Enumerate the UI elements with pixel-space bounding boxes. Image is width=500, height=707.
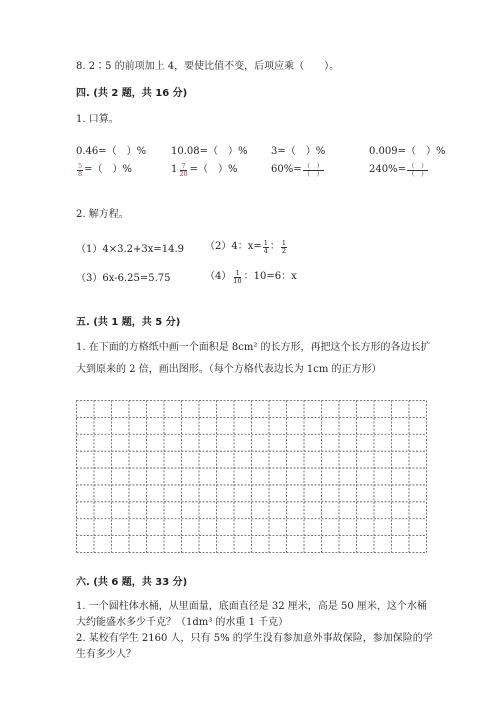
oral-calc-label: 1. 口算。: [76, 114, 119, 125]
fraction: $\frac{( )}{( )}$: [407, 162, 428, 178]
grid-lines: [76, 400, 427, 553]
question-6-2-line-2: 生有多少人？: [76, 649, 136, 660]
equation-2: （2）4：x= $\frac{1}{4}$ ： $\frac{1}{2}$: [205, 239, 287, 255]
equation-1: （1）4×3.2+3x=14.9: [76, 244, 185, 255]
grid-question-line-1: 1. 在下面的方格纸中画一个面积是 8cm² 的长方形，再把这个长方形的各边长扩: [76, 342, 431, 353]
oral-item-6: 1 $\frac{7}{20}$ =（ ）%: [171, 162, 238, 178]
question-8: 8. 2∶5 的前项加上 4，要使比值不变，后项应乘（ ）。: [76, 61, 340, 72]
fraction: $\frac{1}{4}$: [263, 239, 268, 255]
question-6-2-line-1: 2. 某校有学生 2160 人，只有 5% 的学生没有参加意外事故保险，参加保险的学: [76, 633, 433, 644]
equations-label: 2. 解方程。: [76, 209, 129, 220]
fraction: $\frac{1}{2}$: [281, 239, 287, 255]
section-4-title: 四. (共 2 题，共 16 分): [76, 88, 188, 99]
grid-paper[interactable]: [76, 400, 427, 553]
oral-item-3: 3=（ ）%: [271, 146, 326, 157]
oral-item-4: 0.009=（ ）%: [369, 146, 446, 157]
oral-item-5: $\frac{5}{8}$ =（ ）%: [78, 162, 133, 178]
oral-item-8: 240%= $\frac{( )}{( )}$: [369, 162, 428, 178]
question-6-1-line-2: 大约能盛水多少千克？（1dm³ 的水重 1 千克）: [76, 617, 289, 628]
equation-4: （4） $\frac{1}{10}$ ：10=6：x: [205, 269, 297, 285]
fraction: $\frac{( )}{( )}$: [303, 162, 324, 178]
oral-item-2: 10.08=（ ）%: [171, 146, 248, 157]
question-6-1-line-1: 1. 一个圆柱体水桶，从里面量，底面直径是 32 厘米，高是 50 厘米，这个水桶: [76, 601, 427, 612]
fraction: $\frac{7}{20}$: [179, 162, 188, 178]
section-6-title: 六. (共 6 题，共 33 分): [76, 577, 188, 588]
fraction: $\frac{5}{8}$: [78, 162, 83, 178]
grid-question-line-2: 大到原来的 2 倍，画出图形。（每个方格代表边长为 1cm 的正方形）: [76, 364, 382, 375]
equation-3: （3）6x-6.25=5.75: [76, 273, 171, 284]
section-5-title: 五. (共 1 题，共 5 分): [76, 317, 181, 328]
oral-item-1: 0.46=（ ）%: [76, 146, 147, 157]
fraction: $\frac{1}{10}$: [233, 269, 242, 285]
oral-item-7: 60%= $\frac{( )}{( )}$: [271, 162, 324, 178]
